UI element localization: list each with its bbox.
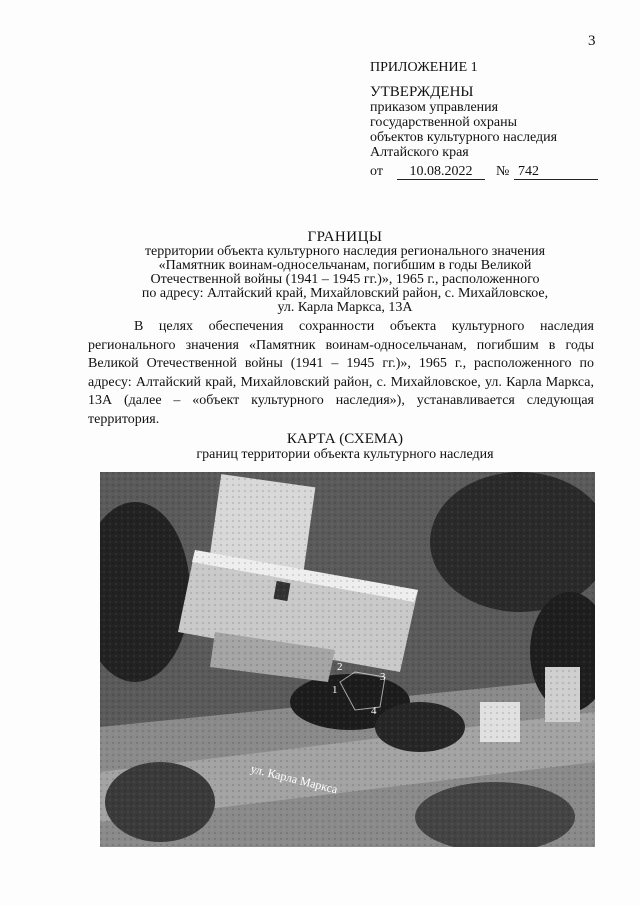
heading-line: Отечественной войны (1941 – 1945 гг.)», 1965 г., расположенного — [150, 272, 540, 287]
order-line — [370, 164, 620, 184]
approved-label: УТВЕРЖДЕНЫ — [370, 84, 474, 100]
order-number: 742 — [514, 164, 598, 180]
map-point-label: 1 — [332, 684, 338, 696]
map-title: КАРТА (СХЕМА) — [286, 431, 404, 447]
heading-line: ул. Карла Маркса, 13А — [277, 300, 413, 315]
page-number: 3 — [588, 33, 596, 49]
aerial-map — [100, 472, 595, 847]
number-label: № — [496, 164, 510, 179]
approval-block — [370, 60, 620, 184]
heading-title: ГРАНИЦЫ — [307, 229, 383, 245]
heading-line: «Памятник воинам-односельчанам, погибшим в годы Великой — [158, 258, 532, 273]
heading-line: по адресу: Алтайский край, Михайловский район, с. Михайловское, — [141, 286, 549, 301]
map-heading — [100, 432, 590, 462]
street-label: ул. Карла Маркса — [249, 761, 340, 797]
appendix-label: ПРИЛОЖЕНИЕ 1 — [370, 60, 478, 75]
document-heading — [100, 230, 590, 315]
aerial-map-image — [100, 472, 595, 847]
approval-line: государственной охраны — [370, 115, 518, 130]
approval-line: объектов культурного наследия — [370, 130, 558, 145]
approval-line: приказом управления — [370, 100, 499, 115]
body-paragraph: В целях обеспечения сохранности объекта культурного наследия регионального значения «Памятник воинам-односельчанам, погибшим в годы Великой Отечественной войны (1941 – 1945 гг.)», 1965 г., расположенного по адресу: Алтайский край, Михайловский район, с. Михайловское, ул. Карла Маркса, 13А (далее – «объект культурного наследия»), устанавливается следующая территория. — [88, 319, 594, 427]
order-date: 10.08.2022 — [397, 164, 485, 180]
map-point-label: 3 — [380, 671, 386, 683]
map-point-label: 4 — [371, 705, 377, 717]
map-subtitle: границ территории объекта культурного наследия — [196, 447, 494, 462]
heading-line: территории объекта культурного наследия регионального значения — [144, 244, 546, 259]
approval-line: Алтайского края — [370, 145, 469, 160]
date-prefix: от — [370, 164, 383, 179]
map-point-label: 2 — [337, 661, 343, 673]
